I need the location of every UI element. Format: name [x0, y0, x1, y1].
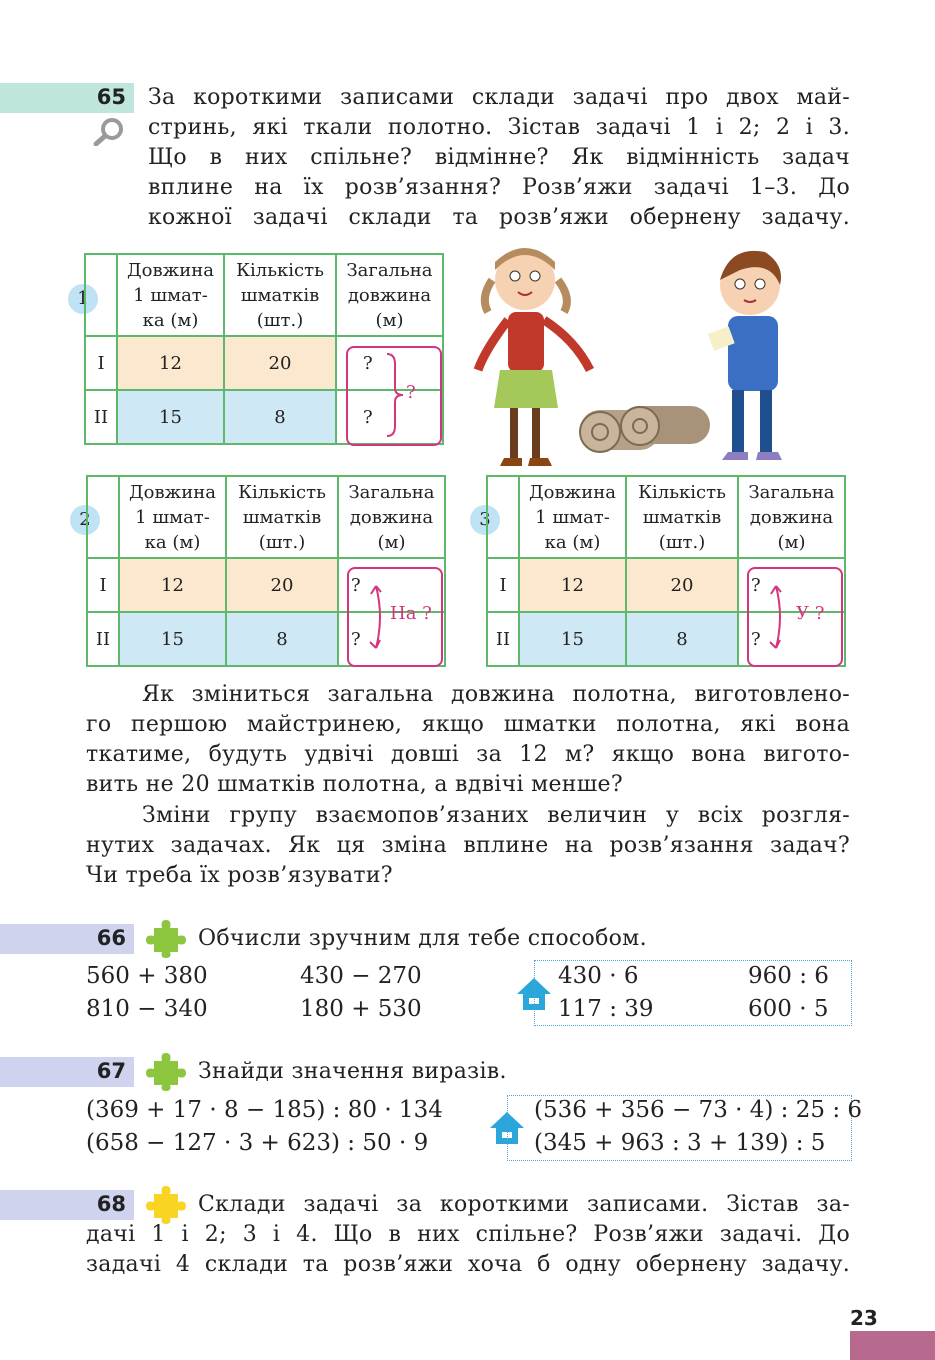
expression: 430 · 6 [558, 963, 639, 989]
expression: 180 + 530 [300, 996, 422, 1022]
row-label: I [85, 336, 117, 390]
arrow-icon [366, 582, 386, 652]
expression: 960 : 6 [748, 963, 829, 989]
task-label-2: 2 [70, 505, 100, 535]
ex68-number: 68 [96, 1192, 126, 1216]
question-ratio: У ? [796, 603, 825, 624]
cell-length: 15 [519, 612, 626, 666]
header-total: Загальна довжина (м) [738, 476, 845, 558]
task-label-1: 1 [68, 284, 98, 314]
ex67-text: Знайди значення виразів. [198, 1059, 507, 1084]
text-line: стринь, які ткали полотно. Зістав задачі 1 і 2; 2 і 3. [148, 115, 850, 140]
cell-length: 12 [519, 558, 626, 612]
cell-count: 20 [626, 558, 738, 612]
question-box-3 [747, 567, 843, 667]
expression: 810 − 340 [86, 996, 208, 1022]
cell-total: ? [338, 558, 445, 612]
paragraph-1 [86, 680, 850, 800]
cell-total: ? [738, 612, 845, 666]
text-line: нутих задачах. Як ця зміна вплине на розв’язання задач? [86, 833, 850, 858]
row-label: II [85, 390, 117, 444]
ex66-text: Обчисли зручним для тебе способом. [198, 926, 647, 951]
ex65-number: 65 [96, 85, 126, 109]
ex68-text [86, 1190, 850, 1280]
text-line: дачі 1 і 2; 3 і 4. Що в них спільне? Розв’яжи задачі. До [86, 1222, 850, 1247]
children-illustration [470, 240, 790, 470]
text-line: Зміни групу взаємопов’язаних величин у всіх розгля- [142, 803, 850, 828]
page-tab [850, 1331, 935, 1360]
arrow-icon [766, 582, 786, 652]
header-count: Кількість шматків (шт.) [226, 476, 338, 558]
cell-total: ? [738, 558, 845, 612]
header-count: Кількість шматків (шт.) [626, 476, 738, 558]
ex67-number: 67 [96, 1059, 126, 1083]
text-line: За короткими записами склади задачі про двох май- [148, 85, 850, 110]
text-line: ткатиме, будуть удвічі довші за 12 м? якщо вона вигото- [86, 742, 850, 767]
expression: 560 + 380 [86, 963, 208, 989]
cell-length: 12 [119, 558, 226, 612]
brace-icon [385, 352, 405, 438]
cell-total: ? [338, 612, 445, 666]
cell-length: 12 [117, 336, 224, 390]
ex67-left [86, 1094, 443, 1160]
expression: (345 + 963 : 3 + 139) : 5 [534, 1130, 826, 1156]
text-line: Як зміниться загальна довжина полотна, виготовлено- [142, 682, 850, 707]
ex66-home2 [748, 960, 829, 1026]
page-number: 23 [850, 1306, 878, 1330]
header-total: Загальна довжина (м) [336, 254, 443, 336]
text-line: задачі 4 склади та розв’яжи хоча б одну обернену задачу. [86, 1252, 850, 1277]
ex65-text [148, 83, 850, 233]
cell-length: 15 [117, 390, 224, 444]
text-line: Склади задачі за короткими записами. Зістав за- [198, 1192, 850, 1217]
header-length: Довжина 1 шмат- ка (м) [119, 476, 226, 558]
ex66-number: 66 [96, 926, 126, 950]
puzzle-green-icon [146, 918, 186, 958]
cell-count: 20 [224, 336, 336, 390]
text-line: вить не 20 шматків полотна, а вдвічі менше? [86, 772, 623, 797]
header-length: Довжина 1 шмат- ка (м) [117, 254, 224, 336]
question-diff: На ? [390, 603, 432, 624]
expression: (536 + 356 − 73 · 4) : 25 : 6 [534, 1097, 863, 1123]
row-label: II [487, 612, 519, 666]
header-count: Кількість шматків (шт.) [224, 254, 336, 336]
ex66-home1 [558, 960, 654, 1026]
cell-count: 8 [224, 390, 336, 444]
expression: 600 · 5 [748, 996, 829, 1022]
text-line: го першою майстринею, якщо шматки полотна, які вона [86, 712, 850, 737]
row-label: II [87, 612, 119, 666]
row-label: I [87, 558, 119, 612]
expression: (369 + 17 · 8 − 185) : 80 · 134 [86, 1097, 443, 1123]
cell-total: ? [336, 336, 443, 390]
cell-count: 20 [226, 558, 338, 612]
ex66-col1 [86, 960, 208, 1026]
text-line: Що в них спільне? відмінне? Як відмінність задач [148, 145, 850, 170]
puzzle-green-icon [146, 1051, 186, 1091]
text-line: вплине на їх розв’язання? Розв’яжи задачі 1–3. До [148, 175, 850, 200]
magnifier-icon [92, 116, 128, 146]
ex66-col2 [300, 960, 422, 1026]
cell-length: 15 [119, 612, 226, 666]
question-total-1: ? [406, 382, 416, 403]
ex67-home [534, 1094, 862, 1160]
header-total: Загальна довжина (м) [338, 476, 445, 558]
text-line: Чи треба їх розв’язувати? [86, 863, 393, 888]
paragraph-2 [86, 801, 850, 891]
text-line: кожної задачі склади та розв’яжи обернену задачу. [148, 205, 850, 230]
cell-count: 8 [626, 612, 738, 666]
expression: 430 − 270 [300, 963, 422, 989]
header-length: Довжина 1 шмат- ка (м) [519, 476, 626, 558]
expression: 117 : 39 [558, 996, 654, 1022]
cell-total: ? [336, 390, 443, 444]
expression: (658 − 127 · 3 + 623) : 50 · 9 [86, 1130, 429, 1156]
task-label-3: 3 [470, 505, 500, 535]
cell-count: 8 [226, 612, 338, 666]
row-label: I [487, 558, 519, 612]
